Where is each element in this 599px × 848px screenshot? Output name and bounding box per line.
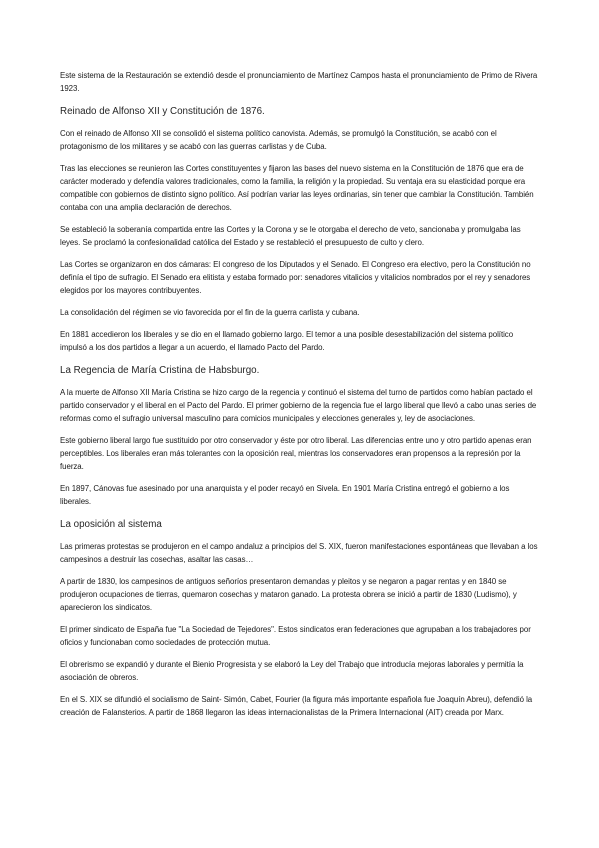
section-heading-oposicion: La oposición al sistema — [60, 519, 162, 531]
intro-paragraph: Este sistema de la Restauración se extendió desde el pronunciamiento de Martínez Campos hasta el pronunciamiento de Primo de Rivera 1923. — [60, 71, 538, 93]
paragraph-consolidacion: La consolidación del régimen se vio favorecida por el fin de la guerra carlista y cubana. — [60, 307, 360, 317]
paragraph-constitucion: Tras las elecciones se reunieron las Cortes constituyentes y fijaron las bases del nuevo sistema en la Constitución de 1876 que era de carácter moderado y defendía valores tradicionales, como la familia, la religión y la propiedad. Su ventaja era su elasticidad porque era compatible con gobiernos de distinto signo político. Así podrían variar las leyes ordinarias, sin tener que cambiar la Constitución. También contaba con una amplia declaración de derechos. — [60, 164, 534, 212]
paragraph-obrerismo: El obrerismo se expandió y durante el Bienio Progresista y se elaboró la Ley del Trabajo que introducía mejoras laborales y permitía la asociación de obreros. — [60, 660, 524, 682]
document-body — [60, 70, 538, 729]
paragraph-cortes: Las Cortes se organizaron en dos cámaras: El congreso de los Diputados y el Senado. El Congreso era electivo, pero la Constitución no definía el tipo de sufragio. El Senado era elitista y estaba formado por: senadores vitalicios y vitalicios nombrados por el rey y senadores elegidos por los mayores contribuyentes. — [60, 259, 531, 295]
section-heading-regencia: La Regencia de María Cristina de Habsburgo. — [60, 365, 260, 377]
paragraph-gobierno-liberal: Este gobierno liberal largo fue sustituido por otro conservador y éste por otro liberal. Las diferencias entre uno y otro partido apenas eran perceptibles. Los liberales eran más tolerantes con la oposición real, mientras los conservadores eran propensos a la represión por la fuerza. — [60, 436, 532, 471]
paragraph-canovas: En 1897, Cánovas fue asesinado por una anarquista y el poder recayó en Sivela. En 1901 María Cristina entregó el gobierno a los liberales. — [60, 484, 510, 506]
paragraph-reinado: Con el reinado de Alfonso XII se consolidó el sistema político canovista. Además, se promulgó la Constitución, se acabó con el protagonismo de los militares y se acabó con las guerras carlistas y de Cuba. — [60, 129, 497, 151]
paragraph-sindicato: El primer sindicato de España fue "La Sociedad de Tejedores". Estos sindicatos eran federaciones que agrupaban a los trabajadores por oficios y funcionaban como sociedades de protección mutua. — [60, 625, 531, 647]
paragraph-protestas: Las primeras protestas se produjeron en el campo andaluz a principios del S. XIX, fueron manifestaciones espontáneas que llevaban a los campesinos a destruir las cosechas, asaltar las casas… — [60, 542, 538, 564]
paragraph-campesinos: A partir de 1830, los campesinos de antiguos señoríos presentaron demandas y pleitos y se negaron a pagar rentas y en 1840 se produjeron ocupaciones de tierras, quemaron cosechas y mataron ganado. La protesta obrera se inició a partir de 1830 (Ludismo), y aparecieron los sindicatos. — [60, 577, 517, 612]
paragraph-pacto-pardo: En 1881 accedieron los liberales y se dio en el llamado gobierno largo. El temor a una posible desestabilización del sistema político impulsó a los dos partidos a llegar a un acuerdo, el llamado Pacto del Pardo. — [60, 330, 514, 352]
section-heading-alfonso-xii: Reinado de Alfonso XII y Constitución de 1876. — [60, 106, 265, 118]
paragraph-socialismo: En el S. XIX se difundió el socialismo de Saint- Simón, Cabet, Fourier (la figura más importante española fue Joaquín Abreu), defendió la creación de Falansterios. A partir de 1868 llegaron las ideas internacionalistas de la Primera Internacional (AIT) creada por Marx. — [60, 695, 533, 718]
paragraph-soberania: Se estableció la soberanía compartida entre las Cortes y la Corona y se le otorgaba el derecho de veto, sancionaba y promulgaba las leyes. Se proclamó la confesionalidad católica del Estado y se restableció el presupuesto de culto y clero. — [60, 224, 521, 247]
paragraph-regencia: A la muerte de Alfonso XII María Cristina se hizo cargo de la regencia y continuó el sistema del turno de partidos como habían pactado el partido conservador y el liberal en el Pacto del Pardo. El primer gobierno de la regencia fue el largo liberal que llevó a cabo unas series de reformas como el sufragio universal masculino para comicios municipales y elecciones generales y, ley de asociaciones. — [60, 388, 537, 423]
